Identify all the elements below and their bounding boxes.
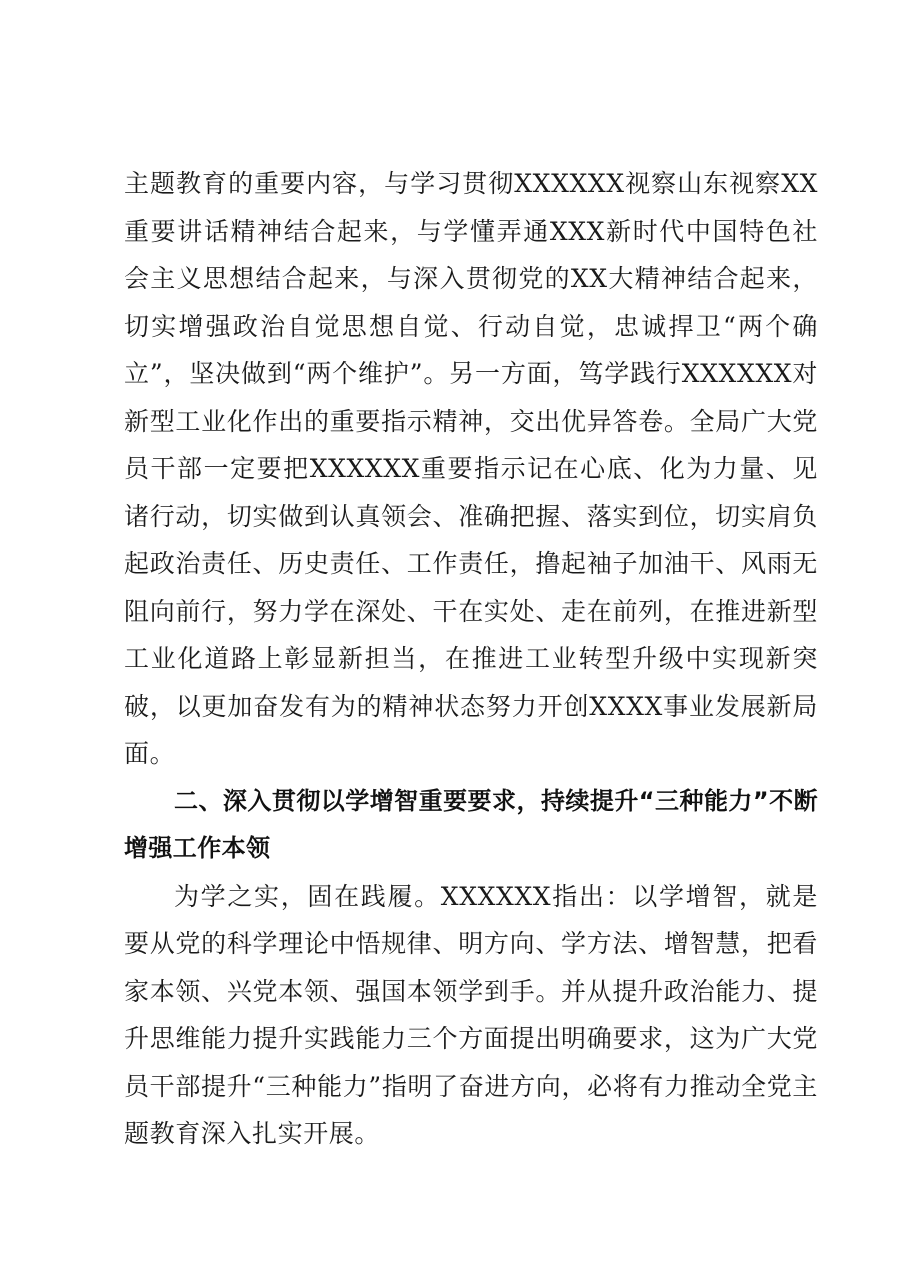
section-heading: 二、深入贯彻以学增智重要要求，持续提升“三种能力”不断增强工作本领 xyxy=(124,786,818,862)
body-paragraph: 为学之实，固在践履。XXXXXX指出：以学增智，就是要从党的科学理论中悟规律、明方向、学方法、增智慧，把看家本领、兴党本领、强国本领学到手。并从提升政治能力、提升思维能力提升实践能力三个方面提出明确要求，这为广大党员干部提升“三种能力”指明了奋进方向，必将有力推动全党主题教育深入扎实开展。 xyxy=(124,881,818,1148)
body-paragraph: 主题教育的重要内容，与学习贯彻XXXXXX视察山东视察XX重要讲话精神结合起来，与学懂弄通XXX新时代中国特色社会主义思想结合起来，与深入贯彻党的XX大精神结合起来，切实增强政治自觉思想自觉、行动自觉，忠诚捍卫“两个确立”，坚决做到“两个维护”。另一方面，笃学践行XXXXXX对新型工业化作出的重要指示精神，交出优异答卷。全局广大党员干部一定要把XXXXXX重要指示记在心底、化为力量、见诸行动，切实做到认真领会、准确把握、落实到位，切实肩负起政治责任、历史责任、工作责任，撸起袖子加油干、风雨无阻向前行，努力学在深处、干在实处、走在前列，在推进新型工业化道路上彰显新担当，在推进工业转型升级中实现新突破，以更加奋发有为的精神状态努力开创XXXX事业发展新局面。 xyxy=(124,169,818,768)
document-body xyxy=(124,160,818,1158)
